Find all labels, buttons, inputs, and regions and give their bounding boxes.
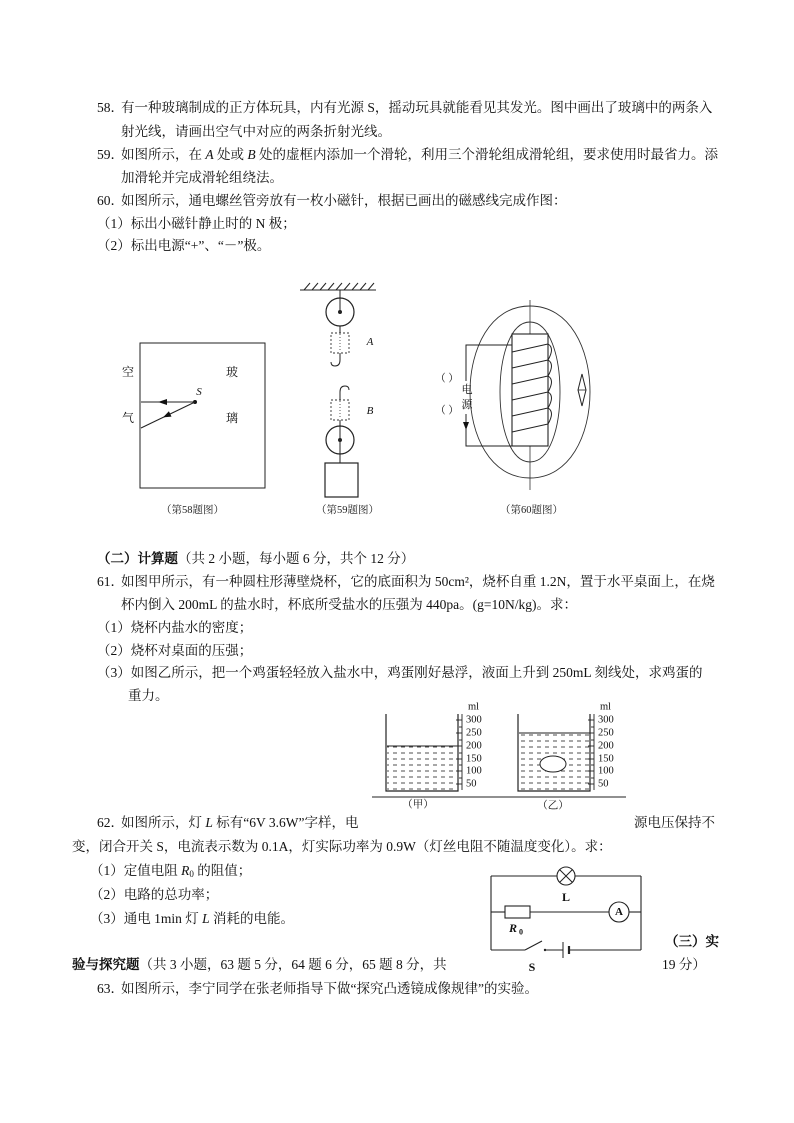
q62-text-1c: 源电压保持不 [634, 815, 715, 830]
q62-sub-3 [90, 910, 294, 928]
q63-number: 63． [97, 981, 124, 996]
beaker-a-tick-label: 250 [466, 727, 482, 739]
beaker-b-tick-label: 250 [598, 727, 614, 739]
current-arrow-icon [463, 422, 469, 430]
q61-text-2: 杯内倒入 200mL 的盐水时，杯底所受盐水的压强为 440pa。(g=10N/kg)。求： [121, 597, 577, 612]
q63-line-1 [97, 980, 538, 998]
q60-line-1 [97, 192, 567, 210]
section-2-title: （二）计算题 [97, 551, 178, 566]
beaker-b-tick-label: 50 [598, 778, 609, 790]
q61-text-1: 如图甲所示，有一种圆柱形薄壁烧杯，它的底面积为 50cm²，烧杯自重 1.2N，置于水平桌面上，在烧 [121, 574, 715, 589]
q60-sub-2: （2）标出电源“+”、“－”极。 [97, 238, 271, 253]
ray-1-arrow-icon [158, 399, 167, 405]
q58-number: 58． [97, 100, 124, 115]
resistor-icon [505, 906, 530, 918]
beaker-b-tick-label: 150 [598, 753, 614, 765]
beaker-a-tick-label: 50 [466, 778, 477, 790]
figure-60-caption: （第60题图） [500, 505, 563, 516]
egg [540, 756, 566, 772]
q59-text-2: 加滑轮并完成滑轮组绕法。 [121, 170, 283, 185]
figure-62-circuit [485, 864, 650, 976]
figure-58-caption: （第58题图） [161, 505, 224, 516]
q62-sub-1 [90, 862, 251, 880]
hook-b-icon [340, 386, 349, 400]
light-source-label: S [196, 386, 202, 398]
glass-square [140, 343, 265, 488]
section-3-heading [72, 956, 447, 974]
section-3-desc: （共 3 小题，63 题 5 分，64 题 6 分，65 题 8 分，共 [139, 957, 447, 972]
q62-resistor-subscript: 0 [189, 869, 194, 879]
beaker-a-tick-label: 150 [466, 753, 482, 765]
ammeter-label: A [615, 906, 623, 918]
beaker-a-tick-label: 200 [466, 740, 482, 752]
air-label-1: 空 [121, 365, 135, 379]
load-block [325, 463, 358, 497]
q60-text-1: 如图所示，通电螺丝管旁放有一枚小磁针，根据已画出的磁感线完成作图： [121, 193, 567, 208]
q59-line-1 [97, 146, 718, 164]
q62-text-2: 变，闭合开关 S，电流表示数为 0.1A，灯实际功率为 0.9W（灯丝电阻不随温度变化）。求： [72, 839, 612, 854]
label-a: A [366, 336, 374, 348]
beaker-b-tick-label: 200 [598, 740, 614, 752]
fixed-pulley-axle [338, 310, 342, 314]
q62-line-1 [97, 814, 359, 832]
figure-59-caption: （第59题图） [316, 505, 379, 516]
q62-sub-3b: 消耗的电能。 [209, 911, 295, 926]
figure-60-solenoid [435, 295, 605, 495]
ray-2-arrow-icon [163, 411, 172, 417]
q59-label-b: B [247, 147, 256, 162]
q59-text-1c: 处或 [213, 147, 248, 162]
q61-sub-1: （1）烧杯内盐水的密度； [97, 620, 253, 635]
switch-contact [544, 949, 546, 951]
q62-text-1a: 如图所示，灯 [121, 815, 206, 830]
section-3-desc-end: 19 分） [662, 957, 706, 972]
power-label-2: 源 [461, 399, 473, 411]
power-terminal-top: （ ） [435, 373, 459, 385]
q62-sub-3a: （3）通电 1min 灯 [90, 911, 203, 926]
glass-label-2: 璃 [225, 411, 239, 425]
q58-line-1 [97, 99, 712, 117]
section-2-desc: （共 2 小题，每小题 6 分，共个 12 分） [178, 551, 415, 566]
q62-lamp-symbol: L [205, 815, 213, 830]
beaker-a-unit: ml [468, 701, 480, 713]
resistor-label: R [508, 921, 518, 935]
q60-sub-1: （1）标出小磁针静止时的 N 极； [97, 216, 296, 231]
beaker-a-liquid [387, 746, 457, 790]
q62-sub-2: （2）电路的总功率； [90, 887, 219, 902]
q61-sub-2: （2）烧杯对桌面的压强； [97, 643, 253, 658]
section-2-heading [97, 550, 414, 568]
beaker-a-tick-label: 100 [466, 765, 482, 777]
resistor-subscript: 0 [519, 927, 523, 937]
glass-label-1: 玻 [225, 365, 239, 379]
power-terminal-bottom: （ ） [435, 405, 459, 417]
q62-sub-1b: 的阻值； [193, 863, 252, 878]
q62-lamp-symbol-2: L [202, 911, 210, 926]
q61-line-1 [97, 573, 715, 591]
q59-text-1e: 处的虚框内添加一个滑轮，利用三个滑轮组成滑轮组，要求使用时最省力。添 [255, 147, 718, 162]
figure-59-pulleys [295, 278, 385, 503]
q62-text-1b: 标有“6V 3.6W”字样，电 [212, 815, 359, 830]
switch-icon [525, 941, 542, 950]
circuit-wires [466, 345, 512, 446]
q58-text-2: 射光线，请画出空气中对应的两条折射光线。 [121, 124, 391, 139]
figure-61-beakers [365, 698, 630, 813]
q61-sub-3: （3）如图乙所示，把一个鸡蛋轻轻放入盐水中，鸡蛋刚好悬浮，液面上升到 250mL 刻线处，求鸡蛋的 [97, 665, 703, 680]
air-label-2: 气 [121, 411, 135, 425]
beaker-b-tick-label: 100 [598, 765, 614, 777]
lamp-label: L [561, 890, 571, 904]
q61-number: 61． [97, 574, 124, 589]
q62-resistor-symbol: R [181, 863, 190, 878]
figure-58-glass-cube [110, 335, 275, 495]
label-b: B [366, 405, 374, 417]
q60-number: 60． [97, 193, 124, 208]
q59-text-1a: 如图所示，在 [121, 147, 206, 162]
q62-number: 62． [97, 815, 124, 830]
ceiling [300, 283, 376, 290]
q58-text-1: 有一种玻璃制成的正方体玩具，内有光源 S，摇动玩具就能看见其发光。图中画出了玻璃中的两条入 [121, 100, 713, 115]
power-label-1: 电 [461, 384, 473, 396]
beaker-a-tick-label: 300 [466, 714, 482, 726]
beaker-b-unit: ml [600, 701, 612, 713]
q63-text-1: 如图所示，李宁同学在张老师指导下做“探究凸透镜成像规律”的实验。 [121, 981, 538, 996]
q59-label-a: A [205, 147, 214, 162]
section-3-title-end: 验与探究题 [72, 957, 140, 972]
q61-sub-3-cont: 重力。 [128, 688, 169, 703]
q59-number: 59． [97, 147, 124, 162]
switch-label: S [528, 960, 536, 974]
beaker-a-label: （甲） [402, 799, 434, 811]
beaker-b-tick-label: 300 [598, 714, 614, 726]
hook-a-icon [331, 353, 340, 366]
beaker-b-label: （乙） [537, 800, 569, 812]
q62-sub-1a: （1）定值电阻 [90, 863, 182, 878]
section-3-title-start: （三）实 [665, 934, 719, 949]
